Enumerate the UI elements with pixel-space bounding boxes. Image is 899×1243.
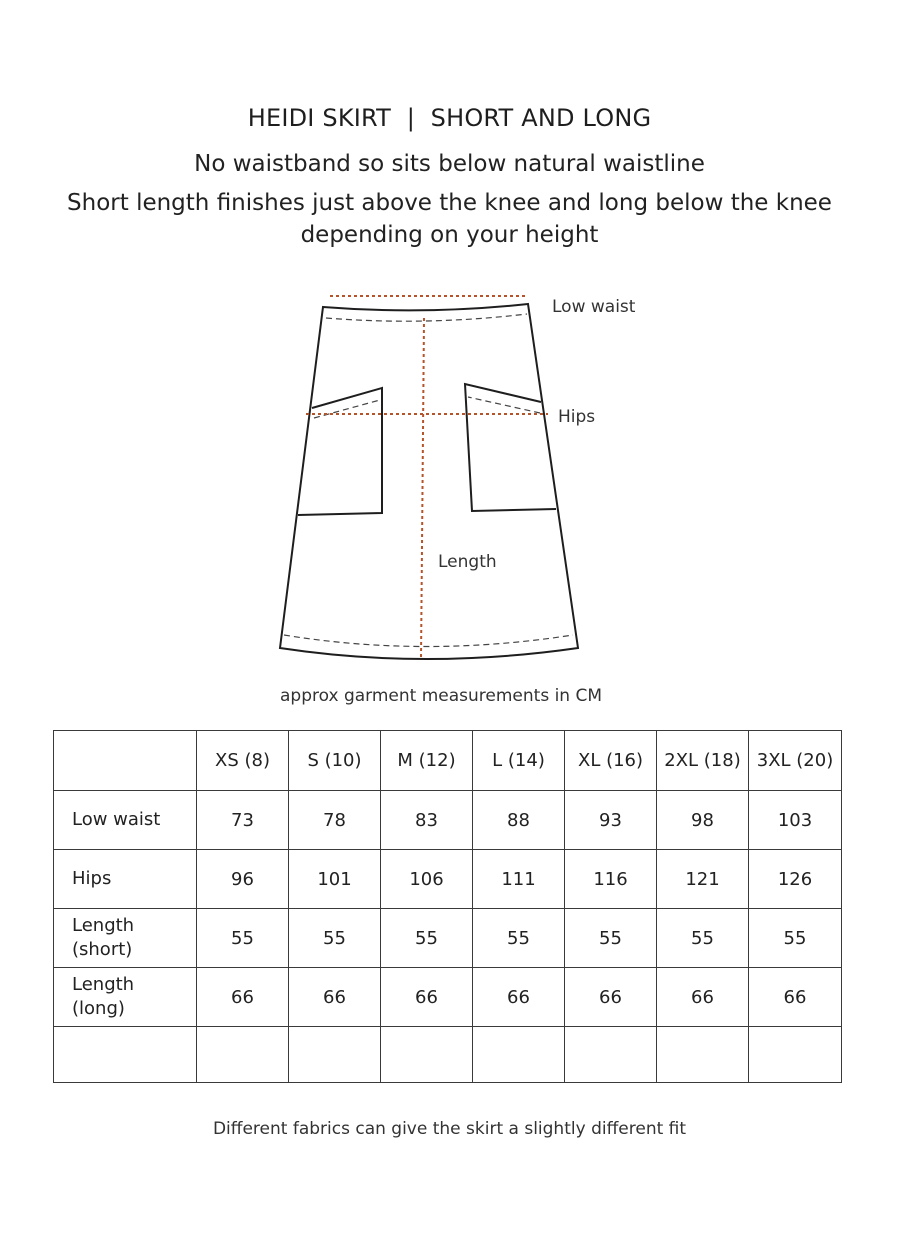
- label-hips: Hips: [558, 407, 596, 427]
- measurement-cell: 55: [565, 909, 657, 968]
- size-header-cell: S (10): [289, 731, 381, 791]
- size-header-cell: 2XL (18): [657, 731, 749, 791]
- table-row: [54, 850, 842, 909]
- waist-seam-dashed: [326, 314, 527, 321]
- subtitle-height: depending on your height: [300, 222, 599, 248]
- size-header-cell: L (14): [473, 731, 565, 791]
- empty-cell: [289, 1027, 381, 1083]
- empty-cell: [197, 1027, 289, 1083]
- measurement-cell: 103: [749, 791, 842, 850]
- measurement-cell: 55: [657, 909, 749, 968]
- measurement-cell: 73: [197, 791, 289, 850]
- row-label-cell: [54, 850, 197, 909]
- length-measure-line: [421, 318, 424, 660]
- fit-note: Different fabrics can give the skirt a slightly different fit: [212, 1119, 687, 1139]
- page-title: HEIDI SKIRT | SHORT AND LONG: [247, 104, 652, 132]
- measurement-cell: 55: [197, 909, 289, 968]
- empty-cell: [381, 1027, 473, 1083]
- size-header-cell: XS (8): [197, 731, 289, 791]
- row-label-qualifier: (short): [72, 939, 133, 960]
- size-header-cell: 3XL (20): [749, 731, 842, 791]
- table-row: [54, 909, 842, 968]
- measurement-cell: 101: [289, 850, 381, 909]
- measurement-cell: 66: [657, 968, 749, 1027]
- measurement-cell: 55: [381, 909, 473, 968]
- measurement-cell: 83: [381, 791, 473, 850]
- measurement-cell: 88: [473, 791, 565, 850]
- row-label: Length: [72, 974, 135, 995]
- measurement-cell: 66: [381, 968, 473, 1027]
- empty-cell: [473, 1027, 565, 1083]
- row-label-cell: [54, 909, 197, 968]
- subtitle-waistband: No waistband so sits below natural waistline: [194, 151, 705, 177]
- skirt-diagram: [0, 280, 899, 670]
- row-label: Hips: [72, 868, 112, 889]
- empty-cell: [54, 1027, 197, 1083]
- row-label-cell: [54, 968, 197, 1027]
- empty-cell: [565, 1027, 657, 1083]
- measurement-cell: 55: [289, 909, 381, 968]
- measurement-cell: 55: [749, 909, 842, 968]
- measurement-cell: 116: [565, 850, 657, 909]
- measurement-cell: 96: [197, 850, 289, 909]
- size-header-cell: XL (16): [565, 731, 657, 791]
- measurement-cell: 66: [565, 968, 657, 1027]
- label-length: Length: [438, 552, 497, 572]
- empty-table-row: [54, 1027, 842, 1083]
- row-label: Low waist: [72, 809, 161, 830]
- row-label-qualifier: (long): [72, 998, 125, 1019]
- empty-cell: [657, 1027, 749, 1083]
- measurement-cell: 66: [197, 968, 289, 1027]
- empty-cell: [749, 1027, 842, 1083]
- measurement-cell: 98: [657, 791, 749, 850]
- header-corner-cell: [54, 731, 197, 791]
- row-label: Length: [72, 915, 135, 936]
- hem-seam-dashed: [284, 635, 573, 647]
- measurement-cell: 78: [289, 791, 381, 850]
- measurement-cell: 93: [565, 791, 657, 850]
- subtitle-length: Short length finishes just above the knee and long below the knee: [67, 190, 832, 216]
- measurement-cell: 66: [289, 968, 381, 1027]
- table-row: [54, 968, 842, 1027]
- size-header-cell: M (12): [381, 731, 473, 791]
- row-label-cell: [54, 791, 197, 850]
- table-header-row: [54, 731, 842, 791]
- table-row: [54, 791, 842, 850]
- measurement-cell: 111: [473, 850, 565, 909]
- label-low-waist: Low waist: [552, 297, 636, 317]
- measurements-caption: approx garment measurements in CM: [280, 686, 603, 706]
- measurement-cell: 126: [749, 850, 842, 909]
- measurement-cell: 55: [473, 909, 565, 968]
- measurement-cell: 106: [381, 850, 473, 909]
- size-chart-table: [53, 730, 842, 1083]
- measurement-cell: 121: [657, 850, 749, 909]
- skirt-outline: [280, 304, 578, 659]
- left-pocket-seam: [314, 400, 380, 418]
- measurement-cell: 66: [473, 968, 565, 1027]
- measurement-cell: 66: [749, 968, 842, 1027]
